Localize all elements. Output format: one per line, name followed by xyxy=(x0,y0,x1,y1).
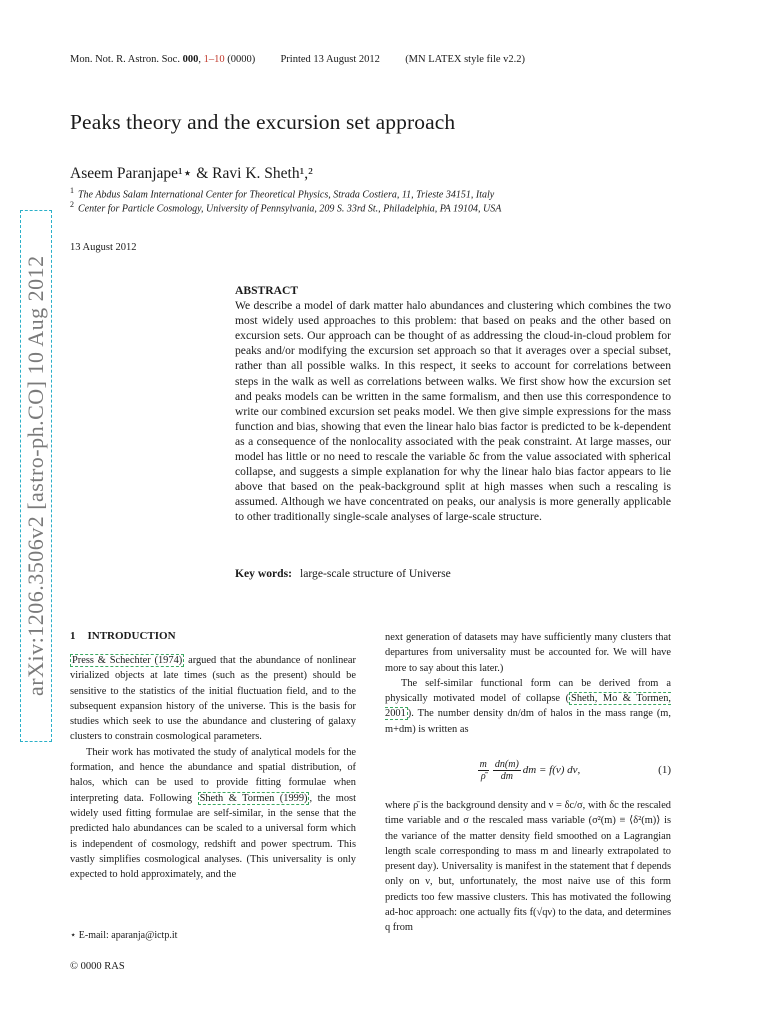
abstract xyxy=(235,283,671,525)
equation-rhs: dm = f(ν) dν, xyxy=(522,764,581,776)
keywords-label: Key words: xyxy=(235,567,292,580)
citation-link[interactable]: Sheth, Mo & Tormen, 2001 xyxy=(385,693,671,720)
page-range-link[interactable]: 1–10 xyxy=(203,54,225,65)
section-heading xyxy=(70,630,176,642)
intro-paragraph-4: The self-similar functional form can be derived from a physically motivated model of collapse ( Sheth, Mo & Tormen, 2001 ). The number density dn/dm of halos in the mass range (m, m+dm) is written as xyxy=(385,677,671,735)
equation-number: (1) xyxy=(658,764,671,776)
journal-name: Mon. Not. R. Astron. Soc. xyxy=(70,54,180,65)
intro-paragraph-3: next generation of datasets may have sufficiently many clusters that departures from universality must be accounted for. We will have more to say about this later.) xyxy=(385,632,671,674)
citation-link[interactable]: Sheth & Tormen (1999) xyxy=(199,792,308,804)
journal-year: (0000) xyxy=(227,54,256,65)
intro-paragraph-5: where ρ̄ is the background density and ν = δc/σ, with δc the rescaled time variable and σ the rescaled mass variable (σ²(m) ≡ ⟨δ²(m)⟩ is the variance of the matter density field smoothed on a Lagrangian length scale corresponding to mass m and linearly extrapolated to present day). Universality is manifest in the statement that f depends only on ν, but, unfortunately, the most naive use of this form predicts too few massive clusters. This has motivated the following ad-hoc approach: one actually fits f(√qν) to the data, and determines q from xyxy=(385,800,671,934)
equation-fraction: $\frac{dn(m)}{dm}$ xyxy=(494,758,519,782)
printed-date: Printed 13 August 2012 xyxy=(280,54,380,65)
copyright: © 0000 RAS xyxy=(70,961,125,972)
section-title: INTRODUCTION xyxy=(87,630,176,642)
journal-volume: 000 xyxy=(182,54,199,65)
keywords xyxy=(235,567,451,580)
affiliation-2: $^2$ Center for Particle Cosmology, University of Pennsylvania, 209 S. 33rd St., Philadelphia, PA 19104, USA xyxy=(70,200,502,215)
running-header: Mon. Not. R. Astron. Soc. 000, 1–10 (0000) Printed 13 August 2012 (MN LATEX style file v2.2) xyxy=(70,54,526,65)
abstract-text: We describe a model of dark matter halo abundances and clustering which combines the two most widely used approaches to this problem: that based on peaks and the other based on excursion sets. Our approach can be thought of as addressing the cloud-in-cloud problem for peaks and/or modifying the excursion set approach so that it averages over a special subset, rather than all possible walks. In this respect, it seeks to account for correlations between steps in the walk as well as correlations between walks. We first show how the excursion set and peaks models can be written in the same formalism, and then use this correspondence to write our combined excursion set peaks model. We then give simple expressions for the mass function and bias, showing that even the linear halo bias factor is predicted to be k-dependent as a consequence of the nonlocality associated with the peak constraint. At large masses, our model has little or no need to rescale the variable δc from the value associated with spherical collapse, and suggests a simple explanation for why the linear halo bias factor appears to lie above that based on the peak-background split at high masses when such a rescaling is assumed. Although we have concentrated on peaks, our analysis is more generally applicable to other traditionally single-scale analyses of large-scale structure. xyxy=(235,299,671,524)
affiliation-1: $^1$ The Abdus Salam International Center for Theoretical Physics, Strada Costiera, 11, Trieste 34151, Italy xyxy=(70,186,495,201)
section-number: 1 xyxy=(70,630,76,642)
equation-1 xyxy=(385,752,671,788)
paper-title: Peaks theory and the excursion set approach xyxy=(70,110,456,134)
submission-date: 13 August 2012 xyxy=(70,242,137,253)
abstract-heading: ABSTRACT xyxy=(235,284,299,297)
intro-paragraph-2: Their work has motivated the study of analytical models for the formation, and hence the abundance and spatial distribution, of halos, which can be used to provide fitting formulae when interpreting data. Following Sheth & Tormen (1999) , the most widely used fitting formulae are self-similar, in the sense that the predicted halo abundances can be scaled to a universal form which is independent of cosmology, redshift and power spectrum. This vastly simplifies cosmological analyses. (This universality is only expected to hold approximately, and the xyxy=(70,746,356,881)
right-column-continued xyxy=(385,798,671,936)
style-file: (MN LATEX style file v2.2) xyxy=(405,54,526,65)
author-list: Aseem Paranjape¹⋆ & Ravi K. Sheth¹,² xyxy=(70,165,313,182)
arxiv-identifier-link[interactable]: arXiv:1206.3506v2 [astro-ph.CO] 10 Aug 2012 xyxy=(20,210,52,742)
keywords-text: large-scale structure of Universe xyxy=(300,567,451,580)
footnote-email: ⋆ E-mail: aparanja@ictp.it xyxy=(70,930,178,941)
citation-link[interactable]: Press & Schechter (1974) xyxy=(72,655,183,666)
equation-fraction: $\frac{m}{\rhō}$ xyxy=(479,758,487,782)
left-column xyxy=(70,653,356,882)
right-column xyxy=(385,630,671,737)
intro-paragraph-1: Press & Schechter (1974) argued that the abundance of nonlinear virialized objects at late times (such as the present) should be sensitive to the statistics of the initial fluctuation field, and to the subsequent expansion history of the universe. This is the basis for studies which seek to use the abundance and clustering of galaxy clusters to constrain cosmological parameters. xyxy=(70,655,356,743)
